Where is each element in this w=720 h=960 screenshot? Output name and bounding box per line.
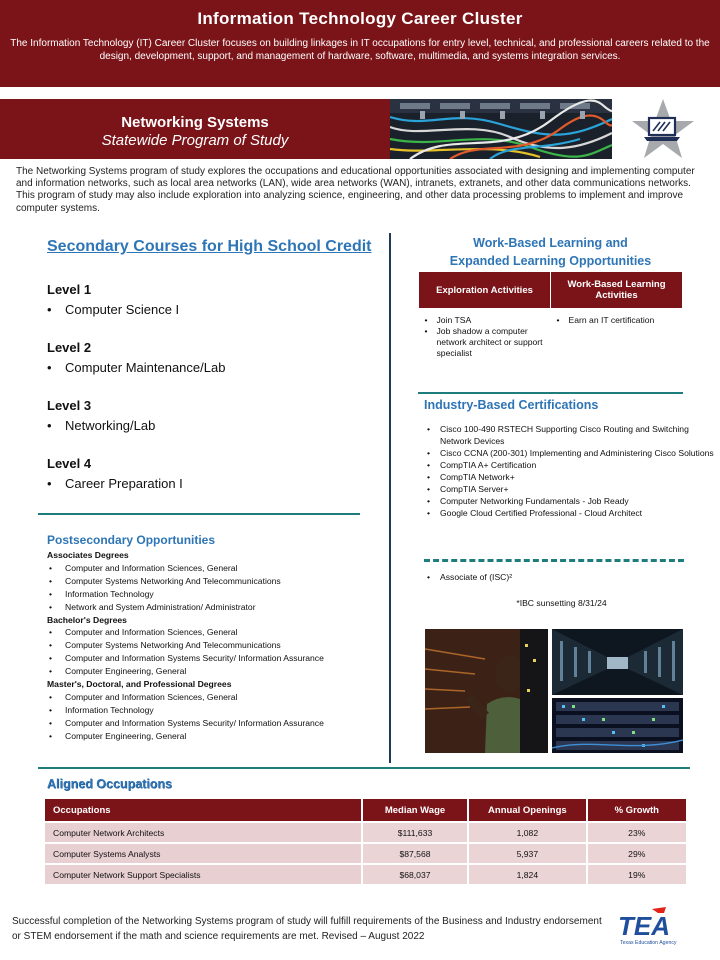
level-course: • Computer Science I [47, 302, 367, 317]
secondary-levels [47, 282, 367, 514]
ibc-item: • Google Cloud Certified Professional - Cloud Architect [424, 507, 714, 519]
wbl-item: • Earn an IT certification [551, 315, 683, 326]
degree-item: • Computer Engineering, General [47, 665, 387, 678]
occupation-name: Computer Systems Analysts [45, 842, 361, 863]
wbl-table [418, 271, 683, 359]
cables-illustration [390, 99, 612, 159]
section-divider [38, 767, 690, 769]
table-row [45, 821, 686, 842]
section-divider [38, 513, 360, 515]
ibc-item: • Associate of (ISC)² [424, 572, 512, 582]
program-banner [0, 99, 390, 159]
ibc-item: • Computer Networking Fundamentals - Job Ready [424, 495, 714, 507]
dashed-divider [424, 559, 684, 562]
level-label: Level 4 [47, 456, 92, 471]
ibc-item: • Cisco CCNA (200-301) Implementing and Administering Cisco Solutions [424, 447, 714, 459]
program-intro: The Networking Systems program of study explores the occupations and educational opportunities associated with designing and implementing computer and information networks, such as local area networks (LAN), wide area networks (WAN), intranets, extranets, and other data communications networks. This program of study may also include exploration into analyzing science, engineering, and other data processing problems to implement and improve computer systems. [16, 166, 695, 214]
degree-item: • Computer Systems Networking And Telecommunications [47, 639, 387, 652]
occupations-table [43, 799, 688, 884]
level-label: Level 1 [47, 282, 92, 297]
degree-item: • Computer and Information Sciences, General [47, 562, 387, 575]
level-1 [47, 282, 367, 340]
tea-logo-subtext: Texas Education Agency [620, 940, 677, 946]
sunset-note: *IBC sunsetting 8/31/24 [516, 598, 607, 608]
annual-openings: 1,824 [469, 863, 585, 884]
table-row [45, 842, 686, 863]
degree-item: • Computer and Information Sciences, General [47, 691, 387, 704]
postsecondary-title: Postsecondary Opportunities [47, 533, 216, 547]
server-rack-photo [552, 698, 683, 753]
degree-item: • Computer Systems Networking And Telecommunications [47, 575, 387, 588]
program-name: Networking Systems [121, 114, 269, 131]
tea-logo-text: TEA [618, 911, 670, 941]
postsecondary-list [47, 549, 387, 743]
section-divider [418, 392, 683, 394]
cluster-description: The Information Technology (IT) Career Cluster focuses on building linkages in IT occupations for entry level, technical, and professional careers related to the design, development, support, and management of hardware, software, multimedia, and systems integration services. [10, 38, 710, 62]
technician-photo [425, 629, 548, 753]
annual-openings: 1,082 [469, 821, 585, 842]
occupation-name: Computer Network Support Specialists [45, 863, 361, 884]
ibc-title: Industry-Based Certifications [424, 398, 599, 412]
cluster-header [0, 0, 720, 87]
growth: 29% [588, 842, 686, 863]
network-cables-image [390, 99, 612, 159]
col-header-growth: % Growth [588, 799, 686, 821]
median-wage: $87,568 [363, 842, 467, 863]
wbl-col2 [551, 309, 683, 360]
occupations-header-row [45, 799, 686, 821]
growth: 19% [588, 863, 686, 884]
program-subtitle: Statewide Program of Study [101, 132, 289, 149]
level-4 [47, 456, 367, 514]
tea-logo [614, 905, 694, 947]
col-header-annual-openings: Annual Openings [469, 799, 585, 821]
ibc-item: • CompTIA A+ Certification [424, 459, 714, 471]
degree-item: • Computer Engineering, General [47, 730, 387, 743]
degree-item: • Network and System Administration/ Administrator [47, 601, 387, 614]
secondary-courses-title: Secondary Courses for High School Credit [47, 238, 372, 255]
median-wage: $68,037 [363, 863, 467, 884]
ibc-item: • CompTIA Network+ [424, 471, 714, 483]
occupations-title: Aligned Occupations [47, 777, 173, 791]
degree-group-heading: Master's, Doctoral, and Professional Degrees [47, 679, 232, 690]
degree-item: • Computer and Information Systems Security/ Information Assurance [47, 717, 387, 730]
ibc-list [424, 423, 714, 519]
level-3 [47, 398, 367, 456]
degree-item: • Computer and Information Systems Security/ Information Assurance [47, 652, 387, 665]
annual-openings: 5,937 [469, 842, 585, 863]
cluster-title: Information Technology Career Cluster [197, 9, 523, 28]
wbl-col1-header: Exploration Activities [419, 272, 551, 309]
wbl-title [418, 234, 683, 270]
median-wage: $111,633 [363, 821, 467, 842]
wbl-item: • Job shadow a computer network architect or support specialist [419, 326, 551, 359]
degree-item: • Information Technology [47, 704, 387, 717]
data-center-aisle-photo [552, 629, 683, 695]
level-label: Level 2 [47, 340, 92, 355]
wbl-title-line1: Work-Based Learning and [473, 236, 628, 250]
level-label: Level 3 [47, 398, 92, 413]
footer-text: Successful completion of the Networking Systems program of study will fulfill requirements of the Business and Industry endorsement or STEM endorsement if the math and science requirements are met. Revised – August 2022 [12, 916, 602, 942]
level-course: • Computer Maintenance/Lab [47, 360, 367, 375]
ibc-item: • CompTIA Server+ [424, 483, 714, 495]
sunset-ibc-list [424, 572, 512, 582]
degree-item: • Computer and Information Sciences, General [47, 626, 387, 639]
growth: 23% [588, 821, 686, 842]
laptop-star-icon [630, 98, 696, 160]
level-course: • Career Preparation I [47, 476, 367, 491]
table-row [45, 863, 686, 884]
wbl-col1 [419, 309, 551, 360]
degree-item: • Information Technology [47, 588, 387, 601]
col-header-occupations: Occupations [45, 799, 361, 821]
ibc-item: • Cisco 100-490 RSTECH Supporting Cisco Routing and Switching Network Devices [424, 423, 714, 447]
level-2 [47, 340, 367, 398]
column-divider [389, 233, 391, 763]
col-header-median-wage: Median Wage [363, 799, 467, 821]
degree-group-heading: Associates Degrees [47, 550, 129, 560]
level-course: • Networking/Lab [47, 418, 367, 433]
wbl-title-line2: Expanded Learning Opportunities [449, 254, 652, 268]
degree-group-heading: Bachelor's Degrees [47, 614, 127, 625]
wbl-col2-header: Work-Based Learning Activities [551, 272, 683, 309]
wbl-item: • Join TSA [419, 315, 551, 326]
occupation-name: Computer Network Architects [45, 821, 361, 842]
